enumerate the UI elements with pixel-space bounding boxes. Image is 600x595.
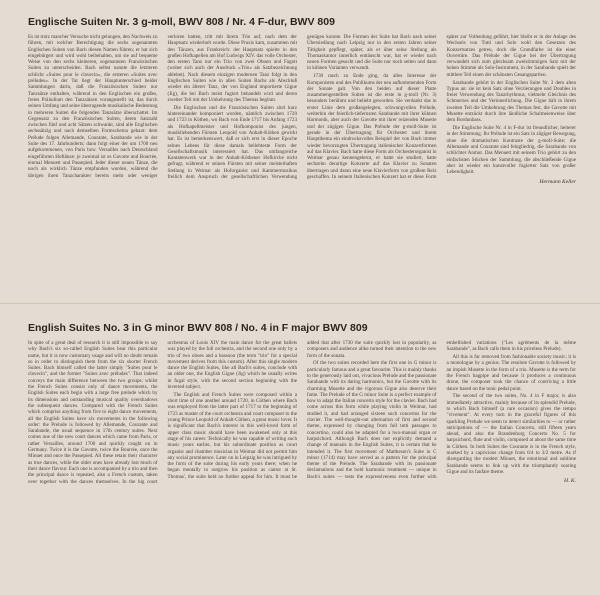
german-paragraph: 1730 rasch zu Ende ging, da alles Interesse der Komponisten und des Publikums der neu aufkommenden Form der Sonate galt. Von den beiden auf dieser Platte zusammengestellten Suiten ist die erste in g-moll (Nr. 3) besonders berühmt und beliebt geworden. Sie verdankt das in erster Linie dem großangelegten, schwungvollen Prélude, weiterhin der feierlich-tiefernsten Sarabande mit ihrer kühnen Harmonik, aber auch der Gavotte mit ihrer reizenden Musette und der zügigen Gigue. Das Prélude der g-moll-Suite ist gerade in der Übertragung für Orchester und ihrem Hauptthema ein eindrucksvolles Beispiel der von Bach immer wieder bevorzugten Übertragung italienischer Konzertformen auf das Klavier. Bach hatte diese Form als Orchesterorganist in Weimar genau kennengelernt, er hatte sie studiert, hatte sechzehn derartige Konzerte auf das Klavier zu Sonaten übertragen und daran eine neue Klavierform von großem Reiz geschaffen. In seinem Italienischen Konzert hat er diese Form später zur Vollendung geführt, hier bleibt er in der Anlage des Wechsels von Tutti und Solo wohl den Gesetzen des Konzertsatzes getreu, doch die Grundfarbe ist die einer Ouvertüre. Das Prélude der Gigue bei der Übertragung verwandelt sich zum gleichsam zweistimmigen Satz mit der hohen Stimme als Solo-Instrument, in der Sarabande spielt der mittlere Teil einen der schönsten Gesangspartien. <box>307 34 576 181</box>
german-body <box>28 34 576 304</box>
german-paragraph: Sarabande gehört in der Englischen Suite Nr. 3 dem alten Typus an: sie ist kein Satz ohne Verzierungen und Doubles in freier Verwendung des Tanzrhythmus, vielmehr Gleichnis des Schmerzes und der Verinnerlichung. Die Gigue hält in ihrem zweiten Teil die Umkehrung des Themas fest, die Gavotte mit Musette entzückt durch ihre ländliche Schalmeienweise über dem Bordunbass. <box>446 79 576 124</box>
english-paragraph: In spite of a great deal of research it is still impossible to say why Bach's six so-called English Suites bear this particular name, but it is now customary usage and will no doubt remain so in order to distinguish them from the six shorter French Suites. Bach himself called the latter simply "Suites pour le clavecin", and the former "Suites avec préludes". That indeed conveys the main difference between the two groups: whilst the French Suites consist only of dance movements, the English Suites each begin with a large free prelude which by its dimensions and outstanding musical quality overshadows the subsequent dances. Compared with the French Suites which comprise anything from five to eight dance movements, all the English Suites have six movements in the following order: the Prelude is followed by Allemande, Courante and Sarabande, the usual sequence in 17th century suites. Next comes one of the new court dances which came from Paris, or rather Versailles, around 1700 and quickly caught on in Germany. Twice it is the Gavotte, twice the Bourrée, once the Minuet and once the Passepied. All these retain their character as true dances, while the older ones have already lost much of their dance flavour. Each one is accompanied by a trio and then the principal dance is repeated, also a French custom, taken over together with the dances themselves. In the big court orchestras of Louis XIV the main dance for the great ballets was played by the full orchestra, and the second one only by a trio of two oboes and a bassoon (the term "trio" for a special movement derives from this custom). After this single modern dance the English Suites, like all Bach's suites, conclude with an older one, the English Gigue (Jig) which he usually writes in fugal style, with the second section beginning with the inverted subject. <box>28 340 297 485</box>
german-signature: Hermann Keller <box>539 178 576 185</box>
english-section <box>28 322 576 590</box>
german-section <box>28 16 576 304</box>
german-paragraph: Die Englische Suite Nr. 4 in F-dur ist freundlicher, heiterer in der Stimmung. Ihr Prélude ist ein Satz in zügiger Bewegung, ohne die dramatischen Kontraste der g-moll-Suite; die Allemande und Courante sind feingliedrig, die Sarabande von schlichter Anmut. Das Menuett mit seinem Trio gehört zu den einfachsten Stücken der Sammlung, die abschließende Gigue aber ist wieder ein kunstvoller fugierter Satz von großer Lebendigkeit. <box>446 125 576 176</box>
english-paragraph: Of the two suites recorded here the first one in G minor is particularly famous and a great favourite. This is mainly thanks to the generously laid out, vivacious Prelude and the passionate Sarabande with its daring harmonics, but the Gavotte with its charming Musette and the vigorous Gigue also deserve their fame. The Prelude of the G minor Suite is a perfect example of how to adapt the Italian concerto style for the clavier. Bach had come across this form while playing violin in Weimar, had studied it, and had arranged sixteen such concertos for the clavier. The well-thought-out alternation of first and second theme, expressed by changing from full tutti passages to concertino, could also be adapted for a two-manual organ or harpsichord. Although Bach does not explicitly demand a change of manuals in the English Suites, it is certain that he intended it. The first movement of Mattheson's Suite in C minor (1714) may have served as a pattern for the principal theme of the Prelude. The Sarabande with its passionate declamations and the bold harmonic treatment — unique in Bach's suites — tests the expressiveness even further with embellished variations ("Les agréments de la même Sarabande", as Bach calls them in his priceless Prelude). <box>307 340 576 480</box>
german-title: Englische Suiten Nr. 3 g-moll, BWV 808 / Nr. 4 F-dur, BWV 809 <box>28 16 335 28</box>
english-body <box>28 340 576 590</box>
english-title: English Suites No. 3 in G minor BWV 808 / No. 4 in F major BWV 809 <box>28 322 368 334</box>
section-divider <box>0 303 600 304</box>
english-paragraph: The English and French Suites were composed within a short time of one another around 1720, in Cöthen where Bach was employed from the latter part of 1717 to the beginning of 1723 as master of the court orchestra and court composer to the young Prince Leopold of Anhalt-Cöthen, a great music lover. It is significant that Bach's interest in this well-loved form of upper class music should have been awakened only at this stage of his career. Technically he was capable of writing such music years earlier, but his subordinate position as court organist and chamber musician in Weimar did not permit him any social prominence. Later on in Leipzig he was intrigued by the form of the suite during his early years there; when he began mentally to outgrow his position as cantor at St. Thomas', the suite held no further appeal for him. It must be added that after 1730 the suite quickly lost in popularity, as composers and audience alike turned their attention to the new form of the sonata. <box>167 340 437 480</box>
german-paragraph: Es ist trotz mancher Versuche nicht gelungen, den Nachweis zu führen, mit welcher Berechtigung die sechs sogenannten Englischen Suiten von Bach diesen Namen führen; er hat sich eingebürgert und wird wohl beibehalten, um sie auf bequeme Weise von den sechs kleineren, sogenannten Französischen Suiten zu unterscheiden. Bach selbst nannte die letzteren schlicht »Suites pour le clavecin«, die ersteren »Suites avec préludes«. In der Tat liegt der Hauptunterschied beider Sammlungen darin, daß die Französischen Suiten nur Tanzsätze enthalten, während in den Englischen ein großes, freies Präludium den Tanzsätzen vorangestellt ist, das durch seinen Umfang und seine überragende musikalische Bedeutung in mehreren Suiten die folgenden Tanzsätze überschattet. Im Gegensatz zu den Französischen Suiten, deren Satzzahl zwischen fünf und acht Sätzen schwankt, sind alle Englischen sechssätzig und nach demselben Formschema gebaut: dem Prélude folgen Allemande, Courante, Sarabande wie in der Suite des 17. Jahrhunderts; dann folgt einer der um 1700 neu aufgekommenen, von Paris bzw. Versailles nach Deutschland eingeführten Hoftänze: je zweimal ist es Gavotte und Bourrée, einmal Menuett und Passepied. Jeder dieser neuen Tänze, die noch als wirklich Tänze empfunden wurden, während die übrigen ihren Tanzcharakter bereits mehr oder weniger verloren hatten, tritt mit ihrem Trio auf, nach dem der Hauptsatz wiederholt wurde. Diese Praxis kam, zusammen mit den Tänzen, aus Frankreich: der Hauptsatz spielte in den großen Hofkapellen am Hof Ludwigs XIV. das volle Orchester, den ersten Tanz nur ein Trio von zwei Oboen und Fagott (woher sich auch der Ausdruck »Trio« als Satzbezeichnung ableitet). Nach diesem einzigen modernen Tanz folgt in den Englischen Suiten wie in allen Suiten Bachs als Abschluß wieder ein älterer Tanz, der von England importierte Gigue (Jig), die bei Bach meist fugiert behandelt wird und deren zweiter Teil mit der Umkehrung des Themas beginnt. <box>28 34 297 179</box>
english-paragraph: The second of the two suites, No. 4 in F major, is also immediately attractive, mainly because of its splendid Prelude, to which Bach himself (a rare occasion) gives the tempo "vivement". At every turn in the graceful figures of this sparkling Prelude we seem to detect similarities to — or rather anticipations of — the Italian Concerto, still fifteen years ahead, and also the Brandenburg Concerto No. 5 for harpsichord, flute and violin, composed at about the same time in Cöthen. In both Suites the Courante is in the French style, marked by a capricious change from 6/4 to 3/2 metre. As if disregarding the modest Minuet, the emotional and sublime Sarabande seems to link up with the triumphantly soaring Gigue and its fanfare theme. <box>446 393 576 475</box>
english-signature: H. K. <box>564 478 576 485</box>
english-paragraph: All this is far removed from fashionable society music; it is a monologue by a genius. The resolute Gavotte is followed by an impish Musette in the form of a trio. Musette is the term for the French bagpipe and because it produces a continuous drone, the composer took the chance of contriving a little dance based on the tonic pedal point. <box>446 354 576 392</box>
german-paragraph: Die Englischen und die Französischen Suiten sind kurz hintereinander komponiert worden, nämlich zwischen 1720 und 1723 in Köthen, wo Bach von Ende 1717 bis Anfang 1723 als Hofkapellmeister und Hofkomponist des jungen, musikliebenden Fürsten Leopold von Anhalt-Köthen gewirkt hat. Es ist bemerkenswert, daß er sich erst in dieser Epoche seines Lebens für diese damals beliebteste Form der Gesellschaftsmusik interessiert hat. Das umfangreiche Kantatenwerk war in der Anhalt-Köthener Hofkirche nicht gefragt, während er seinen Fürsten mit seiner meisterhaften Stellung in Weimar als Hoforganist und Kammermusikus freilich dem Anspruch der gesellschaftlichen Verwendung genügen konnte. Die Formen der Suite hat Bach nach seiner Übersiedlung nach Leipzig nur in den ersten Jahren seiner Tätigkeit gepflegt, später, als er über seine Stellung als Thomaskantor innerlich enttäuscht war, hat er wieder nach neuen Formen gesucht und die Suite nur noch selten und dann in kühnen Varianten verwandt. <box>167 34 437 181</box>
